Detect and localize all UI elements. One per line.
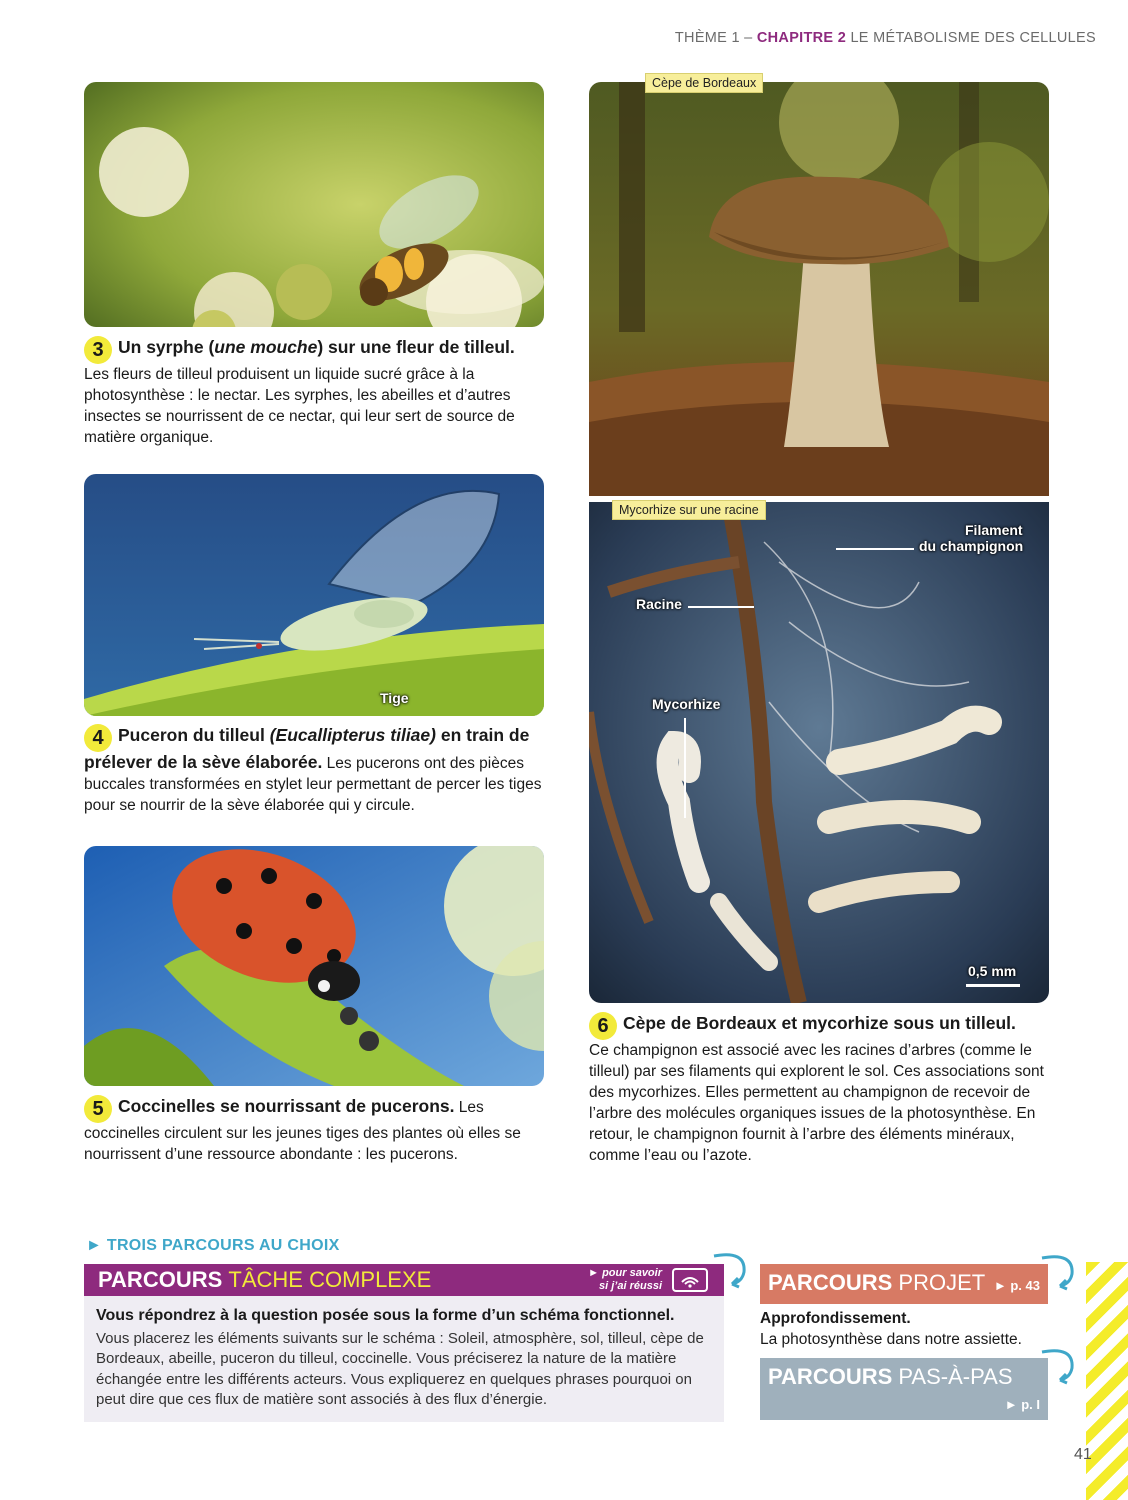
curl-arrow-icon [1036,1252,1078,1292]
photo-syrphe [84,82,544,327]
caption-doc5-title: Coccinelles se nourrissant de pucerons. [118,1096,455,1116]
leader-mycorhize [684,718,686,818]
label-mycorhize: Mycorhize [652,696,721,712]
caption-doc6-text: Ce champignon est associé avec les racines d’arbres (comme le tilleul) par ses filaments qui explorent le sol. Ces associations sont des mycorhizes. Elles permettent au champignon de recevoir de l’arbre des molécules organiques issues de la photosynthèse. En retour, le champignon fournit à l’arbre des éléments minéraux, comme l’eau ou l’azote. [589,1042,1044,1164]
decorative-stripes [1086,1262,1128,1500]
parcours-pas-a-pas-header[interactable]: PARCOURS PAS-À-PAS ► p. I [760,1358,1048,1420]
doc-number-badge: 6 [589,1012,617,1040]
tag-cepe: Cèpe de Bordeaux [645,73,763,93]
scale-label: 0,5 mm [968,963,1017,979]
section-trois-parcours: ► TROIS PARCOURS AU CHOIX [86,1237,340,1254]
parcours-projet-header[interactable]: PARCOURS PROJET ► p. 43 [760,1264,1048,1304]
curl-arrow-icon [708,1250,750,1290]
tache-text: Vous placerez les éléments suivants sur le schéma : Soleil, atmosphère, sol, tilleul, cèpe de Bordeaux, abeille, puceron du tilleul, coccinelle. Vous préciserez la nature de la matière échangée entre les différents acteurs. Vous expliquerez en quelques phrases pourquoi on peut dire que ces flux de matière sont associés à des flux d’énergie. [96,1329,704,1408]
caption-doc3-text: Les fleurs de tilleul produisent un liquide sucré grâce à la photosynthèse : le nectar. Les syrphes, les abeilles et d’autres insectes se nourrissent de ce nectar, qui leur sert de source de matière organique. [84,366,515,446]
tache-question: Vous répondrez à la question posée sous la forme d’un schéma fonctionnel. [96,1307,675,1324]
label-racine: Racine [636,596,682,612]
projet-page-ref[interactable]: ► p. 43 [993,1278,1040,1293]
laptop-wifi-icon [672,1268,708,1292]
curl-arrow-icon [1036,1346,1078,1386]
tag-mycorhize: Mycorhize sur une racine [612,500,766,520]
doc-number-badge: 5 [84,1095,112,1123]
caption-doc4: 4 Puceron du tilleul (Eucallipterus tiliae) en train de prélever de la sève élaborée. Les pucerons ont des pièces buccales transformées en stylet leur permettant de percer les tiges pour se nourrir de la sève élaborée qui y circule. [84,725,542,814]
doc-number-badge: 3 [84,336,112,364]
pas-page-ref[interactable]: ► p. I [1004,1397,1040,1412]
label-tige: Tige [380,690,409,706]
leader-filament [836,548,914,550]
photo-mycorhize [589,502,1049,1003]
projet-bold: Approfondissement. [760,1310,911,1327]
photo-coccinelle [84,846,544,1086]
page-number: 41 [1074,1446,1092,1463]
pour-savoir-link[interactable]: ► pour savoir si j’ai réussi [588,1267,662,1292]
header-chapter: CHAPITRE 2 [756,30,847,46]
header-theme: THÈME 1 – [674,30,753,46]
caption-doc5-text: Les coccinelles circulent sur les jeunes tiges des plantes où elles se nourrissent d’une ressource abondante : les pucerons. [84,1099,521,1163]
doc-number-badge: 4 [84,724,112,752]
parcours-tache-complexe-body [84,1296,724,1422]
header-title: LE MÉTABOLISME DES CELLULES [850,30,1096,46]
running-header [675,30,1096,46]
caption-doc3: 3 Un syrphe (une mouche) sur une fleur de tilleul. Les fleurs de tilleul produisent un liquide sucré grâce à la photosynthèse : le nectar. Les syrphes, les abeilles et d’autres insectes se nourrissent de ce nectar, qui leur sert de source de matière organique. [84,337,515,446]
caption-doc5 [84,1095,544,1165]
caption-doc6-title: Cèpe de Bordeaux et mycorhize sous un tilleul. [623,1013,1016,1033]
parcours-projet-body [760,1308,1060,1350]
scale-bar [966,984,1020,987]
leader-racine [688,606,754,608]
photo-cepe [589,82,1049,496]
label-filament-2: du champignon [919,538,1024,554]
parcours-tache-complexe-header[interactable]: PARCOURS TÂCHE COMPLEXE ► pour savoir si j’ai réussi [84,1264,724,1296]
caption-doc6 [589,1012,1049,1166]
projet-text: La photosynthèse dans notre assiette. [760,1331,1022,1348]
photo-puceron [84,474,544,716]
caption-doc4-text: Les pucerons ont des pièces buccales transformées en stylet leur permettant de percer les tiges pour se nourrir de la sève élaborée qui y circule. [84,755,542,814]
label-filament-1: Filament [965,522,1023,538]
